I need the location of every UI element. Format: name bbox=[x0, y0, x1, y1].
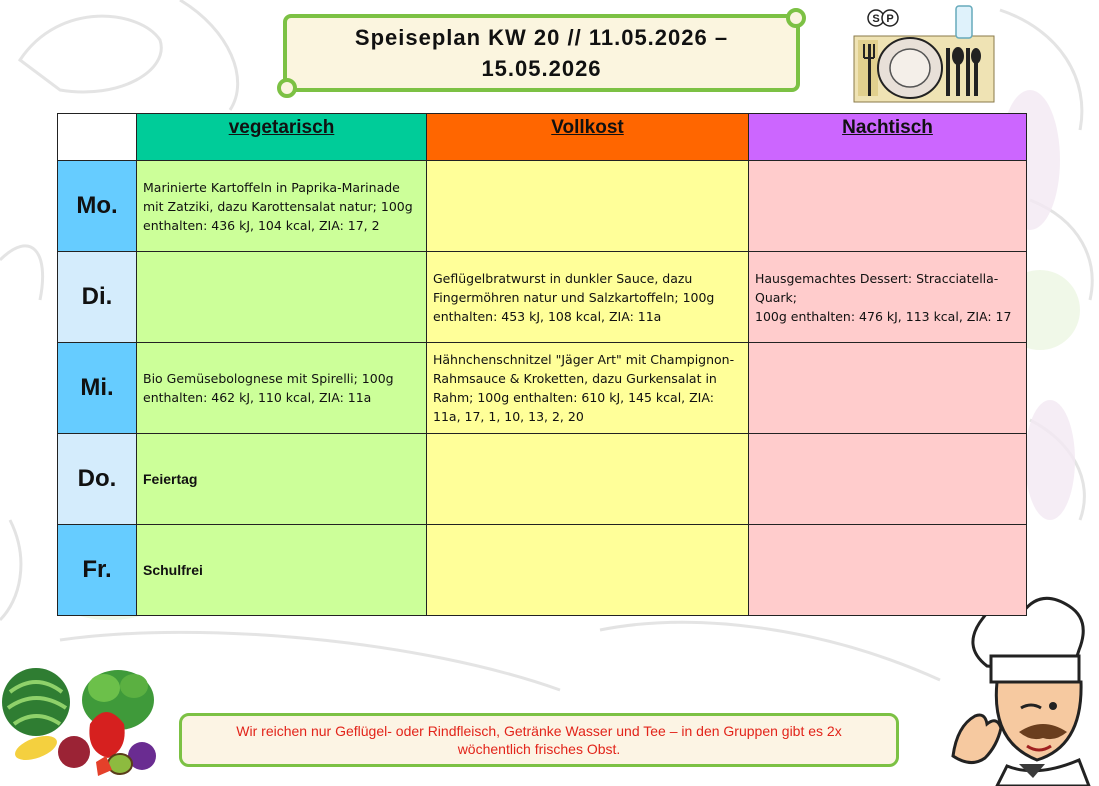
vollkost-cell bbox=[427, 161, 749, 252]
pepper-shaker-label: P bbox=[886, 13, 894, 25]
table-row bbox=[58, 343, 1027, 434]
nachtisch-cell bbox=[749, 434, 1027, 525]
header-vollkost bbox=[427, 114, 749, 161]
vollkost-cell bbox=[427, 525, 749, 616]
page-title: Speiseplan KW 20 // 11.05.2026 – 15.05.2026 bbox=[354, 25, 729, 81]
nachtisch-cell: Hausgemachtes Dessert: Stracciatella-Quark; 100g enthalten: 476 kJ, 113 kcal, ZIA: 17 bbox=[749, 252, 1027, 343]
table-row bbox=[58, 161, 1027, 252]
nachtisch-cell bbox=[749, 343, 1027, 434]
day-label-cell bbox=[58, 161, 137, 252]
day-label-cell bbox=[58, 252, 137, 343]
header-nachtisch bbox=[749, 114, 1027, 161]
day-label: Do. bbox=[77, 465, 117, 492]
nachtisch-cell bbox=[749, 525, 1027, 616]
header-nachtisch-label: Nachtisch bbox=[842, 117, 933, 138]
vegetables-icon bbox=[0, 652, 170, 786]
menu-table bbox=[57, 113, 1027, 616]
nachtisch-cell bbox=[749, 161, 1027, 252]
chef-icon bbox=[947, 596, 1099, 786]
day-label: Di. bbox=[81, 283, 113, 310]
table-row bbox=[58, 525, 1027, 616]
vegetarisch-cell bbox=[137, 252, 427, 343]
header-vollkost-label: Vollkost bbox=[551, 117, 624, 138]
table-row bbox=[58, 252, 1027, 343]
vegetarisch-cell: Bio Gemüsebolognese mit Spirelli; 100g enthalten: 462 kJ, 110 kcal, ZIA: 11a bbox=[137, 343, 427, 434]
notice-text: Wir reichen nur Geflügel- oder Rindfleisch, Getränke Wasser und Tee – in den Gruppen gibt es 2x wöchentlich frisches Obst. bbox=[236, 723, 842, 757]
day-label: Mo. bbox=[76, 192, 118, 219]
vollkost-cell: Hähnchenschnitzel "Jäger Art" mit Champignon-Rahmsauce & Kroketten, dazu Gurkensalat in Rahm; 100g enthalten: 610 kJ, 145 kcal, ZIA: 11a, 17, 1, 10, 13, 2, 20 bbox=[427, 343, 749, 434]
header-vegetarisch bbox=[137, 114, 427, 161]
vegetarisch-cell: Feiertag bbox=[137, 434, 427, 525]
header-row bbox=[58, 114, 1027, 161]
day-label: Fr. bbox=[82, 556, 112, 583]
day-label-cell bbox=[58, 525, 137, 616]
corner-cell bbox=[58, 114, 137, 161]
notice-box bbox=[179, 713, 899, 767]
vollkost-cell bbox=[427, 434, 749, 525]
day-label-cell bbox=[58, 434, 137, 525]
vollkost-cell: Geflügelbratwurst in dunkler Sauce, dazu Fingermöhren natur und Salzkartoffeln; 100g enthalten: 453 kJ, 108 kcal, ZIA: 11a bbox=[427, 252, 749, 343]
place-setting-icon bbox=[848, 4, 998, 108]
header-vegetarisch-label: vegetarisch bbox=[228, 117, 335, 138]
table-row bbox=[58, 434, 1027, 525]
vegetarisch-cell: Marinierte Kartoffeln in Paprika-Marinade mit Zatziki, dazu Karottensalat natur; 100g enthalten: 436 kJ, 104 kcal, ZIA: 17, 2 bbox=[137, 161, 427, 252]
vegetarisch-cell: Schulfrei bbox=[137, 525, 427, 616]
title-banner bbox=[283, 14, 800, 92]
day-label-cell bbox=[58, 343, 137, 434]
salt-shaker-label: S bbox=[872, 13, 880, 25]
day-label: Mi. bbox=[80, 374, 114, 401]
